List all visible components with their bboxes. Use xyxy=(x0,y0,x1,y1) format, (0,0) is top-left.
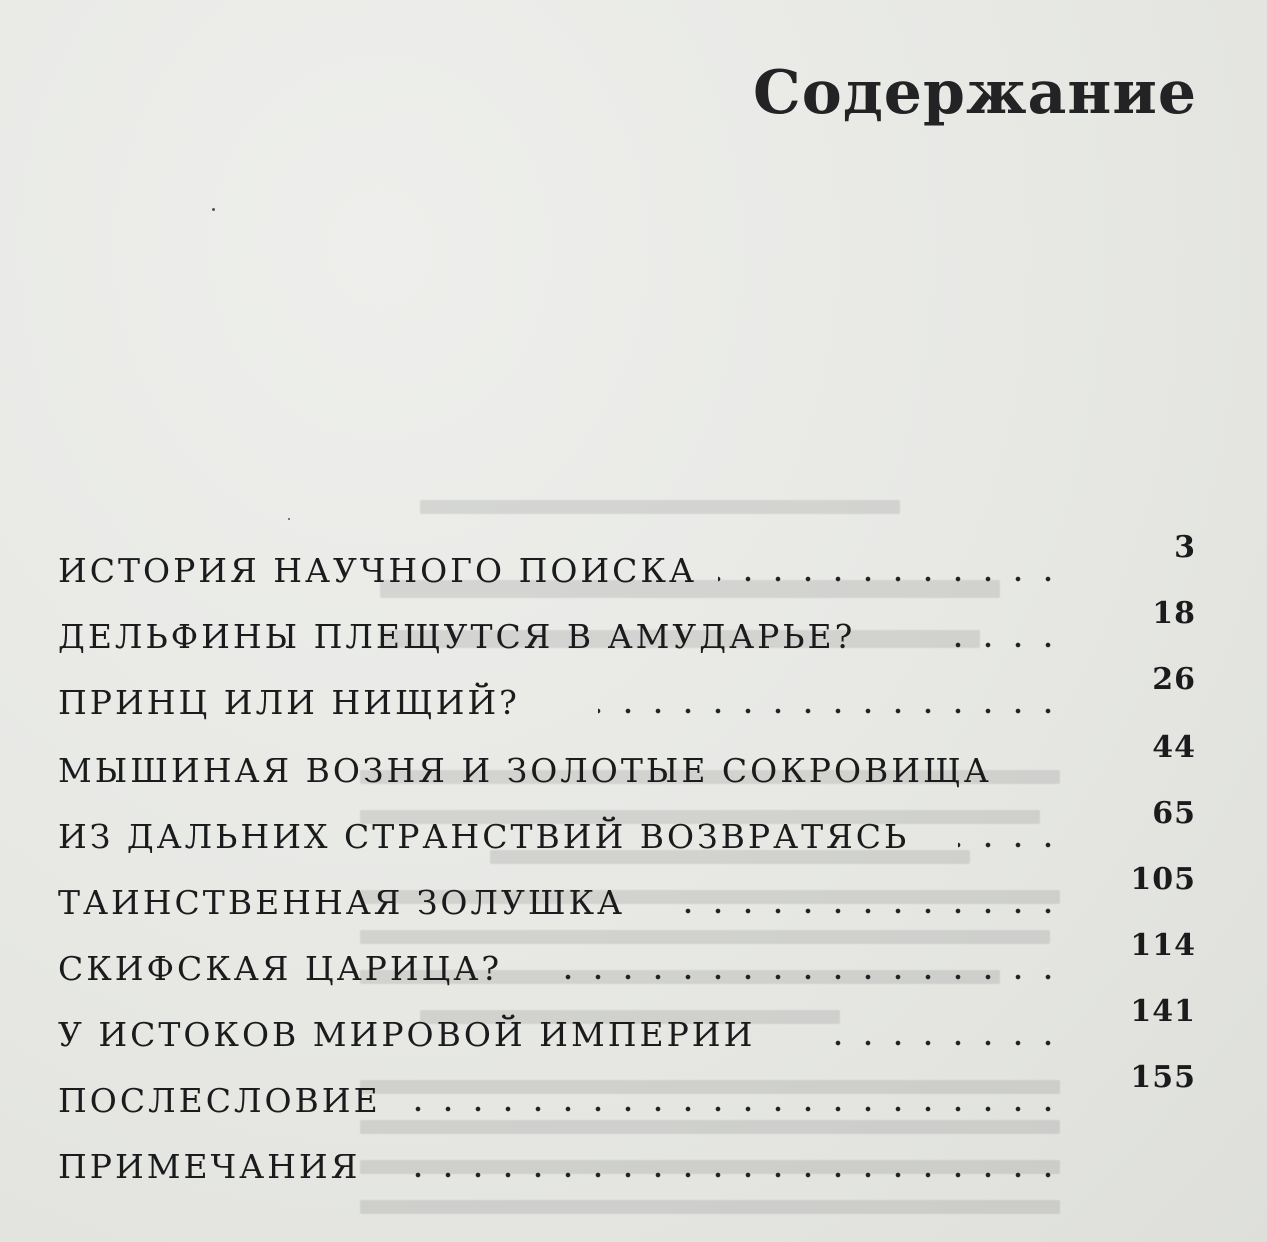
toc-entry-title: ПРИМЕЧАНИЯ xyxy=(58,1147,361,1186)
dot-leader xyxy=(718,574,1063,584)
toc-entry-title: ТАИНСТВЕННАЯ ЗОЛУШКА xyxy=(58,883,626,922)
toc-entry xyxy=(58,530,1208,590)
toc-entry-page: 114 xyxy=(1130,928,1196,963)
toc-entry-title: ДЕЛЬФИНЫ ПЛЕЩУТСЯ В АМУДАРЬЕ? xyxy=(58,617,856,656)
toc-entry-title: У ИСТОКОВ МИРОВОЙ ИМПЕРИИ xyxy=(58,1015,756,1054)
toc-entry-page: 105 xyxy=(1130,862,1196,897)
toc-entry-page: 18 xyxy=(1152,596,1196,631)
page-title: Содержание xyxy=(753,58,1197,128)
dot-leader xyxy=(398,1170,1063,1180)
toc-entry-page: 3 xyxy=(1174,530,1196,565)
toc-entry-page: 26 xyxy=(1152,662,1196,697)
toc-entry-title: ИСТОРИЯ НАУЧНОГО ПОИСКА xyxy=(58,551,697,590)
paper-speck xyxy=(288,518,290,520)
dot-leader xyxy=(678,906,1063,916)
toc-entry-title: МЫШИНАЯ ВОЗНЯ И ЗОЛОТЫЕ СОКРОВИЩА xyxy=(58,751,992,790)
toc-entry xyxy=(58,994,1208,1054)
toc-entry-page: 44 xyxy=(1152,730,1196,765)
dot-leader xyxy=(558,972,1063,982)
toc-entry xyxy=(58,928,1208,988)
toc-entry-title: СКИФСКАЯ ЦАРИЦА? xyxy=(58,949,503,988)
dot-leader xyxy=(958,840,1063,850)
dot-leader xyxy=(408,1104,1063,1114)
toc-entry xyxy=(58,596,1208,656)
toc-entry xyxy=(58,730,1208,790)
toc-entry-page: 65 xyxy=(1152,796,1196,831)
toc-entry xyxy=(58,1126,1208,1186)
dot-leader xyxy=(598,706,1063,716)
toc-entry-title: ПРИНЦ ИЛИ НИЩИЙ? xyxy=(58,683,520,722)
toc-entry xyxy=(58,1060,1208,1120)
dot-leader xyxy=(828,1038,1063,1048)
toc-entry xyxy=(58,796,1208,856)
toc-entry xyxy=(58,662,1208,722)
toc-entry-title: ИЗ ДАЛЬНИХ СТРАНСТВИЙ ВОЗВРАТЯСЬ xyxy=(58,817,910,856)
toc-entry-page: 141 xyxy=(1130,994,1196,1029)
toc-entry-page: 155 xyxy=(1130,1060,1196,1095)
toc-entry-title: ПОСЛЕСЛОВИЕ xyxy=(58,1081,381,1120)
toc-entry xyxy=(58,862,1208,922)
paper-speck xyxy=(212,208,215,211)
dot-leader xyxy=(938,640,1063,650)
